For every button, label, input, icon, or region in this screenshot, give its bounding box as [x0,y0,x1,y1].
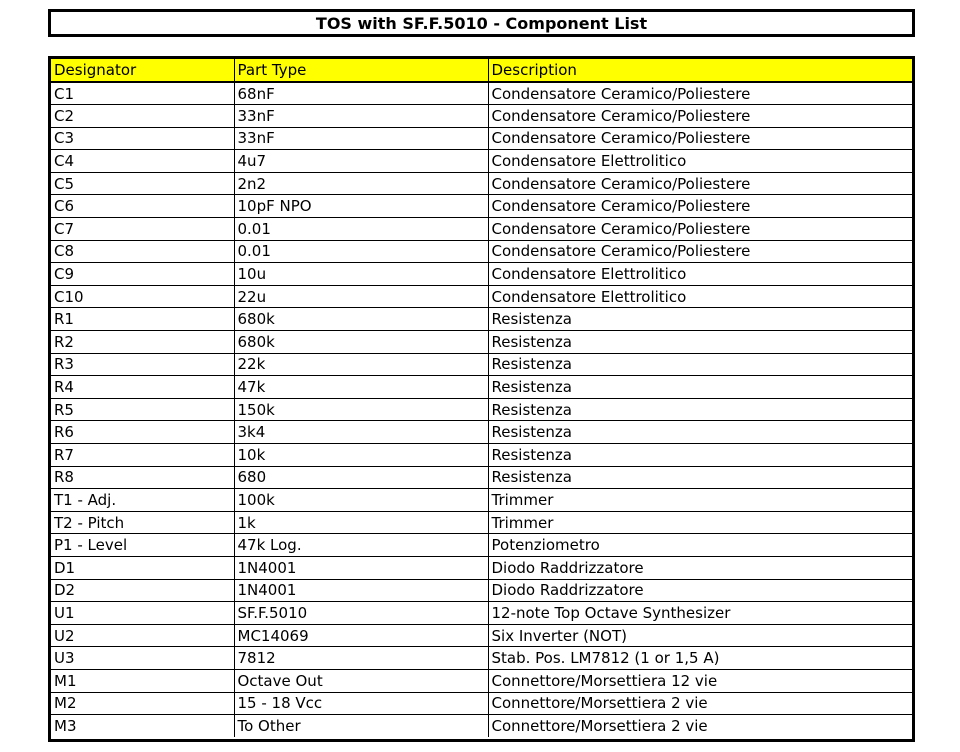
description-cell: Six Inverter (NOT) [488,624,912,647]
table-row [51,511,912,534]
table-row [51,466,912,489]
table-row [51,715,912,738]
designator-cell: C3 [51,127,234,150]
part-type-cell: 3k4 [234,421,488,444]
table-row [51,172,912,195]
designator-cell: C2 [51,105,234,128]
designator-cell: P1 - Level [51,534,234,557]
description-cell: Connettore/Morsettiera 2 vie [491,717,708,736]
part-type-cell: 0.01 [234,240,488,263]
part-type-cell: 100k [234,489,488,512]
table-row [51,579,912,602]
designator-cell: C7 [51,218,234,241]
designator-cell: M1 [51,669,234,692]
part-type-cell: 15 - 18 Vcc [234,692,488,715]
part-type-cell: 680k [234,331,488,354]
description-cell: Resistenza [488,444,912,467]
part-type-cell: SF.F.5010 [234,602,488,625]
description-cell: Diodo Raddrizzatore [488,556,912,579]
designator-cell: C5 [51,172,234,195]
table-row [51,692,912,715]
table-row [51,308,912,331]
designator-cell: R5 [51,398,234,421]
designator-cell: U3 [51,647,234,670]
description-cell: Potenziometro [488,534,912,557]
part-type-cell: 22u [234,285,488,308]
part-type-cell: 47k [234,376,488,399]
table-row [51,240,912,263]
part-type-cell: 10u [234,263,488,286]
description-cell: Condensatore Ceramico/Poliestere [488,218,912,241]
description-cell: Trimmer [488,511,912,534]
part-type-cell: 2n2 [234,172,488,195]
description-cell: Stab. Pos. LM7812 (1 or 1,5 A) [488,647,912,670]
designator-cell: C8 [51,240,234,263]
description-cell: Condensatore Ceramico/Poliestere [488,105,912,128]
table-row [51,489,912,512]
designator-cell: R6 [51,421,234,444]
designator-cell: M3 [51,715,234,738]
description-cell: Condensatore Ceramico/Poliestere [488,127,912,150]
part-type-cell: 1N4001 [234,556,488,579]
part-type-cell: 68nF [234,82,488,105]
header-part-type: Part Type [234,59,488,82]
designator-cell: R3 [51,353,234,376]
description-cell: Resistenza [488,376,912,399]
designator-cell: R1 [51,308,234,331]
table-row [51,218,912,241]
description-cell: Connettore/Morsettiera 12 vie [488,669,912,692]
description-cell: Condensatore Ceramico/Poliestere [488,172,912,195]
part-type-cell: 7812 [234,647,488,670]
table-row [51,444,912,467]
part-type-cell: 150k [234,398,488,421]
part-type-cell: 1k [234,511,488,534]
designator-cell: D1 [51,556,234,579]
description-cell: Condensatore Elettrolitico [488,285,912,308]
description-cell: Resistenza [488,421,912,444]
designator-cell: C10 [51,285,234,308]
designator-cell: U1 [51,602,234,625]
part-type-cell: 680 [234,466,488,489]
part-type-cell: 680k [234,308,488,331]
designator-cell: C9 [51,263,234,286]
description-cell: Resistenza [488,398,912,421]
part-type-cell: 1N4001 [234,579,488,602]
designator-cell: R4 [51,376,234,399]
header-designator: Designator [51,59,234,82]
description-cell: Resistenza [488,331,912,354]
designator-cell: M2 [51,692,234,715]
table-row [51,624,912,647]
part-type-cell: 0.01 [234,218,488,241]
table-row [51,647,912,670]
table-row [51,556,912,579]
table-row [51,669,912,692]
part-type-cell: 33nF [234,127,488,150]
part-type-cell: 10k [234,444,488,467]
table-header-row [51,59,912,82]
part-type-cell: 4u7 [234,150,488,173]
designator-cell: R8 [51,466,234,489]
designator-cell: U2 [51,624,234,647]
designator-cell: D2 [51,579,234,602]
table-row [51,602,912,625]
table-row [51,82,912,105]
table-row [51,376,912,399]
designator-cell: R2 [51,331,234,354]
description-cell: Condensatore Ceramico/Poliestere [488,195,912,218]
header-description: Description [488,59,912,82]
table-row [51,398,912,421]
part-type-cell: 22k [234,353,488,376]
table-row [51,421,912,444]
designator-cell: T2 - Pitch [51,511,234,534]
description-cell: Diodo Raddrizzatore [488,579,912,602]
table-row [51,195,912,218]
description-cell: Condensatore Elettrolitico [488,150,912,173]
part-type-cell: 47k Log. [234,534,488,557]
part-type-cell: 10pF NPO [234,195,488,218]
table-row [51,150,912,173]
description-cell: Resistenza [488,466,912,489]
table-row [51,534,912,557]
designator-cell: C1 [51,82,234,105]
description-cell: 12-note Top Octave Synthesizer [488,602,912,625]
table-row [51,353,912,376]
description-cell: Connettore/Morsettiera 2 vie [488,692,912,715]
designator-cell: T1 - Adj. [51,489,234,512]
part-type-cell: To Other [234,715,488,738]
designator-cell: C6 [51,195,234,218]
description-cell: Resistenza [488,308,912,331]
document-title: TOS with SF.F.5010 - Component List [48,9,915,37]
component-list [51,59,912,737]
description-cell: Resistenza [488,353,912,376]
designator-cell: C4 [51,150,234,173]
table-row [51,331,912,354]
table-row [51,127,912,150]
table-row [51,105,912,128]
component-table [48,56,915,742]
table-row [51,263,912,286]
description-cell: Condensatore Elettrolitico [488,263,912,286]
part-type-cell: Octave Out [234,669,488,692]
description-cell: Trimmer [488,489,912,512]
designator-cell: R7 [51,444,234,467]
part-type-cell: MC14069 [234,624,488,647]
table-row [51,285,912,308]
description-cell: Condensatore Ceramico/Poliestere [488,82,912,105]
description-cell: Condensatore Ceramico/Poliestere [488,240,912,263]
part-type-cell: 33nF [234,105,488,128]
